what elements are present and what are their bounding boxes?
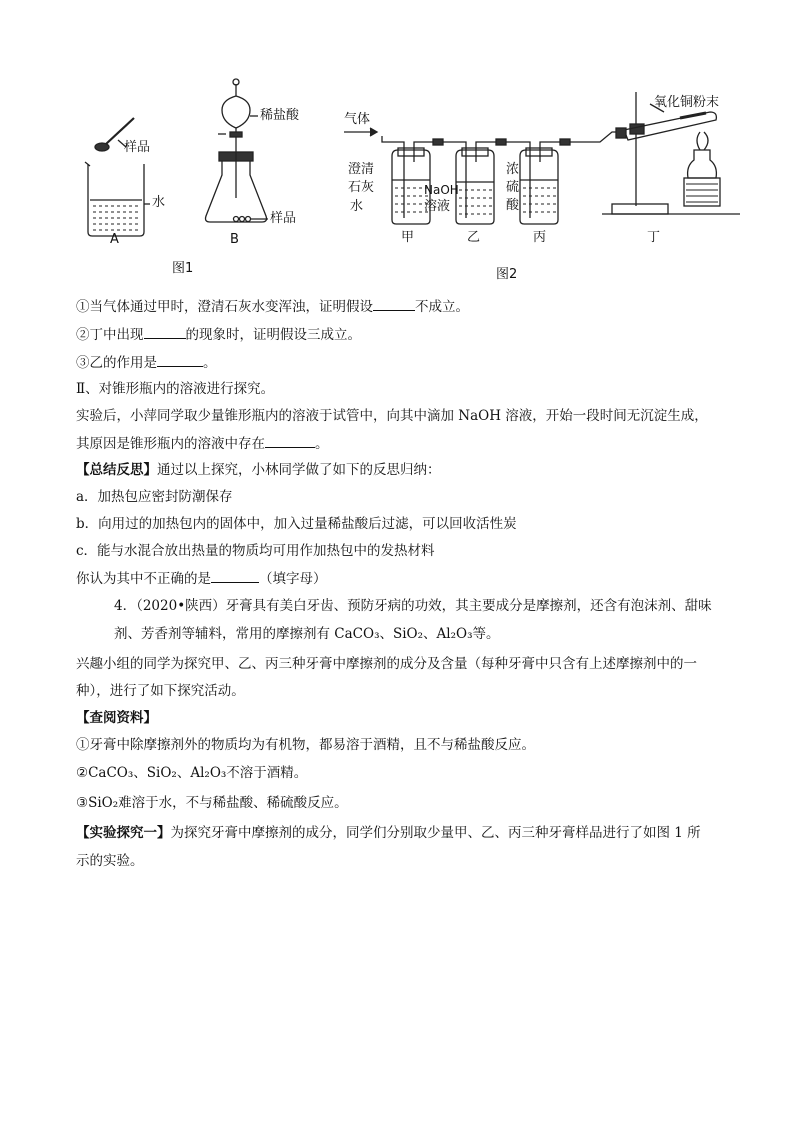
summary-line [76, 462, 441, 478]
text-l1a: ①当气体通过甲时，澄清石灰水变浑浊，证明假设 [76, 299, 373, 315]
figure-area [0, 0, 794, 300]
fig2-caption: 图2 [496, 267, 518, 282]
summary-text: 通过以上探究，小林同学做了如下的反思归纳： [157, 462, 441, 478]
option-b: b．向用过的加热包内的固体中，加入过量稀盐酸后过滤，可以回收活性炭 [76, 516, 517, 532]
experiment-1-heading: 【实验探究一】 [76, 825, 171, 841]
flask-b [206, 79, 269, 222]
question-3-line [76, 354, 217, 371]
problem-4-line-1: 4．（2020•陕西）牙膏具有美白牙齿、预防牙病的功效，其主要成分是摩擦剂，还含有泡沫剂、甜味 [114, 598, 712, 614]
apparatus-drawing [0, 0, 794, 300]
limewater-label-3: 水 [350, 199, 364, 214]
naoh-label-1: NaOH [424, 183, 459, 197]
text-l3a: ③乙的作用是 [76, 355, 157, 371]
bottle-yi [456, 148, 494, 224]
problem-4-line-2: 剂、芳香剂等辅料，常用的摩擦剂有 CaCO₃、SiO₂、Al₂O₃等。 [114, 626, 500, 642]
text-l2a: ②丁中出现 [76, 327, 144, 343]
question-1-line [76, 298, 469, 315]
reference-1: ①牙膏中除摩擦剂外的物质均为有机物，都易溶于酒精，且不与稀盐酸反应。 [76, 737, 535, 753]
paragraph-line-5: 实验后，小萍同学取少量锥形瓶内的溶液于试管中，向其中滴加 NaOH 溶液，开始一段时间无沉淀生成， [76, 408, 708, 424]
paragraph-line-15: 种），进行了如下探究活动。 [76, 683, 245, 699]
reference-3: ③SiO₂难溶于水，不与稀盐酸、稀硫酸反应。 [76, 795, 348, 811]
limewater-label-1: 澄清 [348, 162, 375, 177]
option-c: c．能与水混合放出热量的物质均可用作加热包中的发热材料 [76, 543, 435, 559]
beaker-a [85, 162, 150, 236]
label-a: A [110, 232, 119, 247]
copper-oxide-label: 氧化铜粉末 [654, 95, 720, 110]
part-ii-heading: Ⅱ、对锥形瓶内的溶液进行探究。 [76, 381, 275, 397]
sulfuric-label-3: 酸 [506, 198, 520, 213]
summary-heading: 【总结反思】 [76, 462, 157, 478]
paragraph-line-21: 示的实验。 [76, 853, 144, 869]
answer-blank-4[interactable] [265, 435, 315, 448]
answer-blank-2[interactable] [144, 326, 186, 339]
label-bing: 丙 [533, 230, 547, 245]
sulfuric-label-2: 硫 [506, 180, 520, 195]
text-l3b: 。 [203, 355, 217, 371]
option-a: a．加热包应密封防潮保存 [76, 489, 233, 505]
label-jia: 甲 [401, 230, 415, 245]
label-ding: 丁 [647, 230, 661, 245]
iron-stand [602, 92, 740, 214]
label-yi: 乙 [467, 230, 481, 245]
text-l11b: （填字母） [259, 571, 327, 587]
answer-blank-5[interactable] [211, 570, 259, 583]
answer-blank-1[interactable] [373, 298, 415, 311]
paragraph-line-14: 兴趣小组的同学为探究甲、乙、丙三种牙膏中摩擦剂的成分及含量（每种牙膏中只含有上述摩擦剂中的一 [76, 656, 697, 672]
text-l1b: 不成立。 [415, 299, 469, 315]
alcohol-lamp [684, 132, 720, 206]
sulfuric-label-1: 浓 [506, 162, 520, 177]
naoh-label-2: 溶液 [424, 199, 451, 214]
text-l6b: 。 [315, 436, 329, 452]
fig1-caption: 图1 [172, 261, 194, 276]
gas-label: 气体 [344, 112, 371, 127]
gas-arrow [344, 128, 377, 136]
question-5-line [76, 570, 327, 587]
connecting-tubes [382, 132, 624, 150]
experiment-1-text: 为探究牙膏中摩擦剂的成分，同学们分别取少量甲、乙、丙三种牙膏样品进行了如图 1 所 [170, 825, 701, 841]
text-l2b: 的现象时，证明假设三成立。 [185, 327, 361, 343]
water-label: 水 [152, 195, 166, 210]
question-4-line [76, 435, 329, 452]
question-2-line [76, 326, 361, 343]
experiment-1-line [76, 825, 701, 841]
sample-label-a: 样品 [124, 140, 151, 155]
limewater-label-2: 石灰 [348, 180, 375, 195]
reference-heading: 【查阅资料】 [76, 710, 157, 726]
reference-2: ②CaCO₃、SiO₂、Al₂O₃不溶于酒精。 [76, 765, 308, 781]
text-l11a: 你认为其中不正确的是 [76, 571, 211, 587]
text-l6a: 其原因是锥形瓶内的溶液中存在 [76, 436, 265, 452]
acid-label: 稀盐酸 [260, 108, 300, 123]
label-b: B [230, 232, 239, 247]
answer-blank-3[interactable] [157, 354, 203, 367]
sample-label-b: 样品 [270, 211, 297, 226]
bottle-bing [520, 148, 558, 224]
